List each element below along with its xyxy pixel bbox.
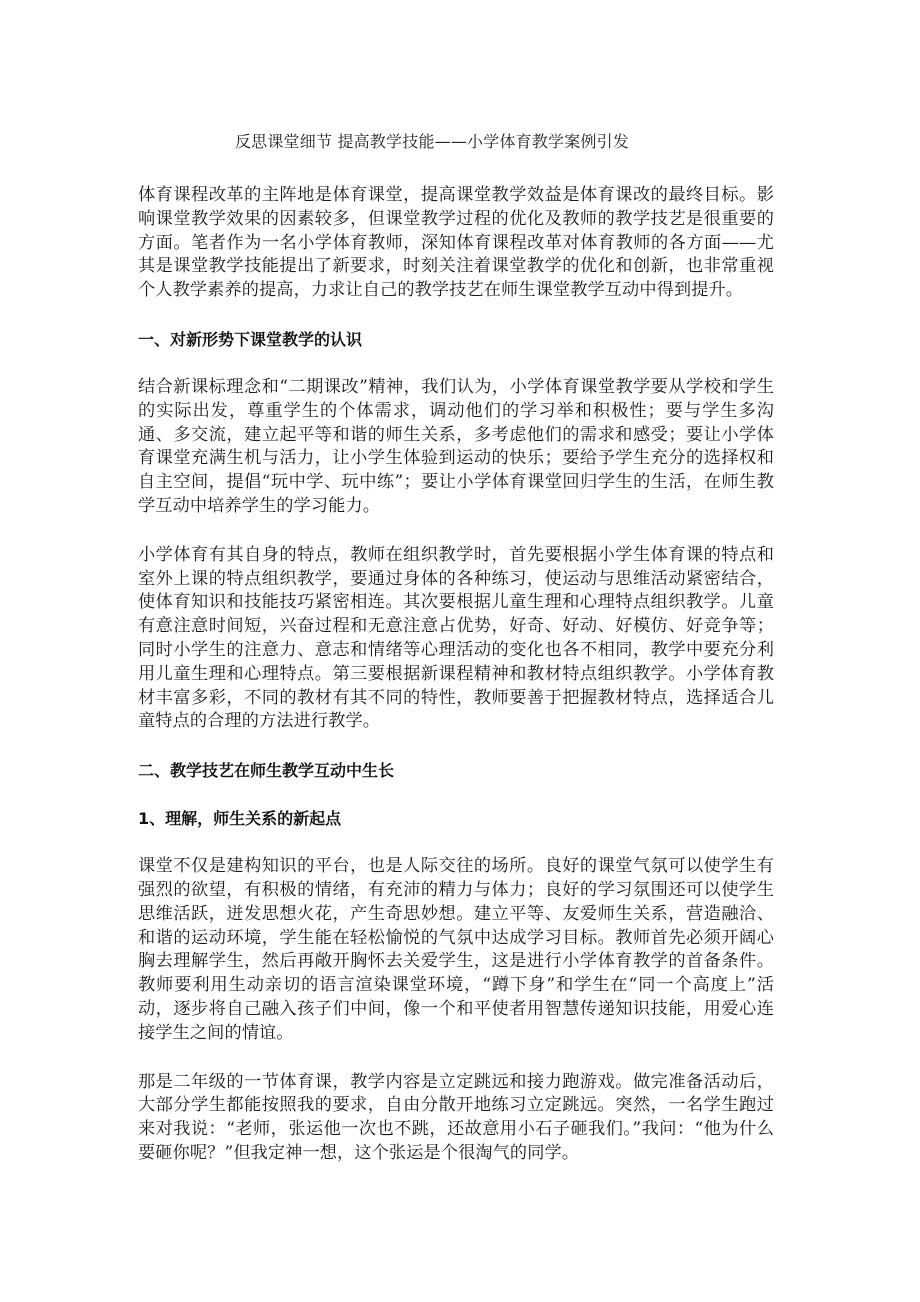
subsection-heading-1: 1、理解，师生关系的新起点 [138, 809, 342, 829]
paragraph-case: 那是二年级的一节体育课，教学内容是立定跳远和接力跑游戏。做完准备活动后，大部分学生都能按照我的要求，自由分散开地练习立定跳远。突然，一名学生跑过来对我说：“老师，张运他一次也不跳，还故意用小石子砸我们。”我问：“他为什么要砸你呢？”但我定神一想，这个张运是个很淘气的同学。 [138, 1071, 774, 1163]
section-heading-2: 二、教学技艺在师生教学互动中生长 [138, 761, 395, 781]
document-body [138, 184, 774, 1191]
paragraph-intro: 体育课程改革的主阵地是体育课堂，提高课堂教学效益是体育课改的最终目标。影响课堂教学效果的因素较多，但课堂教学过程的优化及教师的教学技艺是很重要的方面。笔者作为一名小学体育教师，深知体育课程改革对体育教师的各方面——尤其是课堂教学技能提出了新要求，时刻关注着课堂教学的优化和创新，也非常重视个人教学素养的提高，力求让自己的教学技艺在师生课堂教学互动中得到提升。 [138, 185, 774, 301]
section-heading-1: 一、对新形势下课堂教学的认识 [138, 329, 363, 349]
paragraph-classroom: 课堂不仅是建构知识的平台，也是人际交往的场所。良好的课堂气氛可以使学生有强烈的欲望，有积极的情绪，有充沛的精力与体力；良好的学习氛围还可以使学生思维活跃，迸发思想火花，产生奇思妙想。建立平等、友爱师生关系，营造融洽、和谐的运动环境，学生能在轻松愉悦的气氛中达成学习目标。教师首先必须开阔心胸去理解学生，然后再敞开胸怀去关爱学生，这是进行小学体育教学的首备条件。教师要利用生动亲切的语言渲染课堂环境，“蹲下身”和学生在“同一个高度上”活动，逐步将自己融入孩子们中间，像一个和平使者用智慧传递知识技能，用爱心连接学生之间的情谊。 [138, 856, 774, 1043]
paragraph-characteristics: 小学体育有其自身的特点，教师在组织教学时，首先要根据小学生体育课的特点和室外上课的特点组织教学，要通过身体的各种练习，使运动与思维活动紧密结合，使体育知识和技能技巧紧密相连。其次要根据儿童生理和心理特点组织教学。儿童有意注意时间短，兴奋过程和无意注意占优势，好奇、好动、好模仿、好竞争等；同时小学生的注意力、意志和情绪等心理活动的变化也各不相同，教学中要充分利用儿童生理和心理特点。第三要根据新课程精神和教材特点组织教学。小学体育教材丰富多彩，不同的教材有其不同的特性，教师要善于把握教材特点，选择适合儿童特点的合理的方法进行教学。 [138, 544, 774, 732]
document-title: 反思课堂细节 提高教学技能——小学体育教学案例引发 [234, 132, 630, 151]
paragraph-curriculum: 结合新课标理念和“二期课改”精神，我们认为，小学体育课堂教学要从学校和学生的实际出发，尊重学生的个体需求，调动他们的学习举和积极性；要与学生多沟通、多交流，建立起平等和谐的师生关系，多考虑他们的需求和感受；要让小学体育课堂充满生机与活力，让小学生体验到运动的快乐；要给予学生充分的选择权和自主空间，提倡“玩中学、玩中练”；要让小学体育课堂回归学生的生活，在师生教学互动中培养学生的学习能力。 [138, 376, 774, 516]
